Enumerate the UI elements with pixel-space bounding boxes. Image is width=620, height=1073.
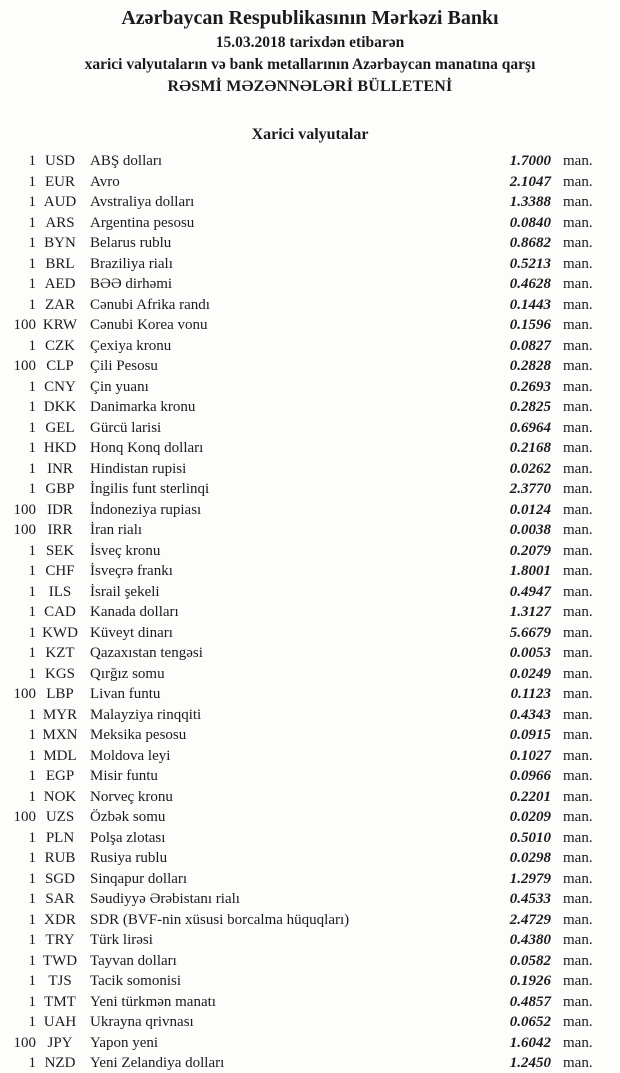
currency-quantity: 100 [13, 501, 36, 518]
currency-name: Argentina pesosu [90, 214, 195, 231]
currency-quantity: 1 [28, 891, 36, 907]
currency-row [0, 684, 598, 705]
currency-code: KZT [45, 645, 75, 661]
currency-quantity: 1 [28, 214, 36, 231]
currency-name: Avstraliya dolları [90, 194, 195, 210]
currency-rate: 0.8682 [509, 235, 551, 251]
currency-rate: 0.2201 [509, 788, 551, 805]
currency-quantity: 100 [13, 809, 36, 825]
currency-row [0, 520, 598, 541]
currency-unit: man. [563, 706, 593, 723]
currency-unit: man. [563, 194, 593, 210]
currency-code: CLP [46, 358, 74, 374]
currency-row [0, 1012, 598, 1033]
currency-code: CZK [45, 337, 75, 354]
currency-name: İngilis funt sterlinqi [90, 481, 210, 497]
currency-unit: man. [563, 809, 593, 825]
currency-quantity: 100 [13, 522, 36, 538]
currency-quantity: 1 [28, 173, 36, 190]
currency-rate: 2.1047 [509, 173, 551, 190]
scope-line: xarici valyutaların və bank metallarının Azərbaycan manatına qarşı [84, 56, 536, 73]
currency-rate: 0.1596 [509, 317, 551, 333]
currency-row [0, 705, 598, 726]
currency-name: Türk lirəsi [90, 932, 153, 948]
currency-quantity: 1 [28, 932, 36, 948]
currency-quantity: 1 [28, 624, 36, 641]
currency-unit: man. [563, 317, 593, 333]
currency-unit: man. [563, 337, 593, 354]
currency-quantity: 1 [28, 153, 36, 169]
bulletin-title: RƏSMİ MƏZƏNNƏLƏRİ BÜLLETENİ [167, 78, 453, 95]
currency-code: EGP [45, 768, 75, 784]
currency-row [0, 787, 598, 808]
currency-rate: 0.0209 [509, 809, 551, 825]
currency-quantity: 1 [28, 911, 36, 928]
currency-quantity: 1 [28, 829, 36, 846]
currency-row [0, 602, 598, 623]
currency-name: Misir funtu [90, 768, 158, 784]
currency-quantity: 1 [28, 255, 36, 272]
currency-quantity: 1 [28, 542, 36, 559]
currency-name: Çexiya kronu [90, 337, 172, 354]
currency-unit: man. [563, 604, 593, 620]
currency-code: CAD [44, 604, 76, 620]
currency-row [0, 233, 598, 254]
currency-unit: man. [563, 1014, 593, 1030]
currency-code: RUB [44, 850, 76, 866]
currency-code: MDL [43, 747, 77, 764]
currency-code: AUD [43, 194, 77, 210]
currency-rate: 0.0915 [509, 727, 551, 743]
currency-row [0, 582, 598, 603]
currency-code: SGD [44, 870, 75, 887]
currency-unit: man. [563, 1034, 593, 1051]
currency-code: ILS [48, 583, 72, 600]
currency-quantity: 1 [28, 645, 36, 661]
currency-row [0, 438, 598, 459]
currency-row [0, 192, 598, 213]
currency-row [0, 418, 598, 439]
currency-name: Danimarka kronu [90, 399, 196, 415]
currency-unit: man. [563, 399, 593, 415]
bulletin-header [0, 0, 620, 98]
currency-name: İsveçrə frankı [90, 563, 173, 579]
currency-rate: 1.2979 [509, 870, 551, 887]
currency-row [0, 397, 598, 418]
currency-unit: man. [563, 829, 593, 846]
currency-row [0, 274, 598, 295]
currency-rate: 1.3388 [509, 194, 551, 210]
currency-unit: man. [563, 686, 593, 702]
currency-name: Belarus rublu [90, 235, 172, 251]
currency-quantity: 1 [28, 481, 36, 497]
currency-code: CHF [45, 563, 75, 579]
currency-row [0, 500, 598, 521]
currency-row [0, 377, 598, 398]
currency-row [0, 910, 598, 931]
currency-row [0, 254, 598, 275]
currency-row [0, 336, 598, 357]
currency-quantity: 1 [28, 1055, 36, 1071]
currency-code: SAR [45, 891, 75, 907]
currency-rate: 0.1926 [509, 973, 551, 989]
currency-rate: 1.6042 [509, 1034, 551, 1051]
currency-unit: man. [563, 522, 593, 538]
currency-name: Norveç kronu [90, 788, 173, 805]
currency-unit: man. [563, 788, 593, 805]
currency-quantity: 1 [28, 747, 36, 764]
currency-row [0, 1033, 598, 1054]
currency-name: Yeni türkmən manatı [90, 993, 216, 1010]
currency-unit: man. [563, 358, 593, 374]
currency-quantity: 1 [28, 870, 36, 887]
currency-quantity: 1 [28, 850, 36, 866]
currency-unit: man. [563, 624, 593, 641]
currency-name: Meksika pesosu [90, 727, 187, 743]
currency-quantity: 1 [28, 727, 36, 743]
currency-unit: man. [563, 727, 593, 743]
currency-name: Küveyt dinarı [90, 624, 173, 641]
currency-rate: 1.8001 [509, 563, 551, 579]
currency-unit: man. [563, 419, 593, 436]
currency-quantity: 1 [28, 419, 36, 436]
currency-rate: 0.2168 [509, 440, 551, 456]
currency-name: Rusiya rublu [90, 850, 168, 866]
currency-rate: 0.0652 [509, 1014, 551, 1030]
currency-name: Yeni Zelandiya dolları [90, 1055, 225, 1071]
currency-name: SDR (BVF-nin xüsusi borcalma hüquqları) [90, 911, 350, 928]
currency-code: KWD [42, 624, 78, 641]
currency-name: ABŞ dolları [90, 153, 163, 169]
currency-row [0, 643, 598, 664]
currency-row [0, 930, 598, 951]
currency-rate: 0.0249 [509, 665, 551, 682]
bank-title: Azərbaycan Respublikasının Mərkəzi Bankı [121, 7, 499, 29]
currency-quantity: 100 [13, 686, 36, 702]
currency-rate: 0.0827 [509, 337, 551, 354]
currency-row [0, 315, 598, 336]
currency-rate: 0.0840 [509, 214, 551, 231]
currency-rate: 1.2450 [509, 1055, 551, 1071]
currency-row [0, 459, 598, 480]
currency-code: IDR [47, 501, 73, 518]
currency-quantity: 1 [28, 296, 36, 313]
currency-code: INR [47, 460, 73, 477]
currency-unit: man. [563, 665, 593, 682]
currency-quantity: 1 [28, 1014, 36, 1030]
currency-quantity: 1 [28, 706, 36, 723]
currency-quantity: 1 [28, 583, 36, 600]
currency-code: USD [44, 153, 75, 169]
currency-name: Yapon yeni [90, 1034, 159, 1051]
currency-name: Polşa zlotası [90, 829, 166, 846]
currency-rate: 0.4628 [509, 276, 551, 292]
currency-name: Ukrayna qrivnası [90, 1014, 194, 1030]
currency-code: XDR [44, 911, 76, 928]
currency-name: Tayvan dolları [90, 952, 177, 969]
currency-quantity: 1 [28, 604, 36, 620]
currency-unit: man. [563, 850, 593, 866]
currency-name: Avro [90, 173, 120, 190]
currency-code: CNY [44, 378, 76, 395]
currency-code: UAH [43, 1014, 77, 1030]
section-title-foreign-currencies: Xarici valyutalar [251, 126, 369, 143]
currency-rate: 0.0124 [509, 501, 551, 518]
currency-unit: man. [563, 768, 593, 784]
currency-unit: man. [563, 1055, 593, 1071]
currency-name: Hindistan rupisi [90, 460, 187, 477]
currency-code: TWD [42, 952, 78, 969]
currency-code: PLN [45, 829, 75, 846]
currency-code: ARS [45, 214, 75, 231]
currency-name: Livan funtu [90, 686, 161, 702]
currency-name: BƏƏ dirhəmi [90, 276, 173, 292]
currency-name: Gürcü larisi [90, 419, 162, 436]
currency-rate: 0.4533 [509, 891, 551, 907]
currency-code: TJS [48, 973, 72, 989]
currency-name: Sinqapur dolları [90, 870, 188, 887]
currency-unit: man. [563, 296, 593, 313]
currency-unit: man. [563, 870, 593, 887]
currency-row [0, 848, 598, 869]
currency-name: Honq Konq dolları [90, 440, 204, 456]
currency-quantity: 1 [28, 235, 36, 251]
currency-name: İran rialı [90, 522, 143, 538]
currency-unit: man. [563, 952, 593, 969]
currency-code: UZS [45, 809, 75, 825]
currency-quantity: 1 [28, 337, 36, 354]
currency-code: BRL [45, 255, 75, 272]
currency-name: İsrail şekeli [90, 583, 160, 600]
currency-unit: man. [563, 173, 593, 190]
currency-row [0, 766, 598, 787]
currency-code: GBP [45, 481, 75, 497]
currency-code: JPY [47, 1034, 73, 1051]
currency-rate: 0.0582 [509, 952, 551, 969]
currency-quantity: 1 [28, 993, 36, 1010]
currency-name: Səudiyyə Ərəbistanı rialı [90, 891, 240, 907]
currency-rate: 0.5010 [509, 829, 551, 846]
currency-quantity: 1 [28, 194, 36, 210]
currency-code: AED [44, 276, 76, 292]
currency-quantity: 1 [28, 276, 36, 292]
currency-unit: man. [563, 440, 593, 456]
currency-quantity: 1 [28, 768, 36, 784]
currency-unit: man. [563, 583, 593, 600]
currency-row [0, 1053, 598, 1073]
currency-name: Çili Pesosu [90, 358, 158, 374]
currency-row [0, 828, 598, 849]
currency-code: NZD [44, 1055, 76, 1071]
currency-name: Braziliya rialı [90, 255, 173, 272]
currency-code: KGS [44, 665, 75, 682]
currency-row [0, 213, 598, 234]
currency-row [0, 951, 598, 972]
currency-rate: 0.4857 [509, 993, 551, 1010]
currency-unit: man. [563, 993, 593, 1010]
currency-unit: man. [563, 235, 593, 251]
currency-unit: man. [563, 563, 593, 579]
currency-unit: man. [563, 255, 593, 272]
currency-rate: 0.2828 [509, 358, 551, 374]
currency-quantity: 1 [28, 973, 36, 989]
currency-name: Çin yuanı [90, 378, 149, 395]
currency-rate: 1.7000 [509, 153, 551, 169]
currency-row [0, 295, 598, 316]
currency-name: Malayziya rinqqiti [90, 706, 202, 723]
currency-unit: man. [563, 276, 593, 292]
currency-unit: man. [563, 378, 593, 395]
currency-unit: man. [563, 973, 593, 989]
currency-row [0, 746, 598, 767]
currency-quantity: 100 [13, 358, 36, 374]
currency-code: SEK [45, 542, 75, 559]
currency-rate: 0.0038 [509, 522, 551, 538]
currency-code: KRW [42, 317, 78, 333]
currency-unit: man. [563, 542, 593, 559]
currency-name: Kanada dolları [90, 604, 179, 620]
currency-rate: 0.5213 [509, 255, 551, 272]
currency-row [0, 807, 598, 828]
currency-row [0, 971, 598, 992]
currency-unit: man. [563, 214, 593, 231]
currency-unit: man. [563, 460, 593, 477]
currency-name: Moldova leyi [90, 747, 171, 764]
currency-unit: man. [563, 501, 593, 518]
currency-quantity: 100 [13, 1034, 36, 1051]
currency-unit: man. [563, 153, 593, 169]
currency-code: HKD [43, 440, 77, 456]
currency-rate: 0.4380 [509, 932, 551, 948]
currency-rate: 0.0966 [509, 768, 551, 784]
currency-rate: 0.0053 [509, 645, 551, 661]
currency-rate: 2.3770 [509, 481, 551, 497]
currency-quantity: 1 [28, 440, 36, 456]
currency-row [0, 623, 598, 644]
currency-row [0, 172, 598, 193]
currency-code: LBP [46, 686, 74, 702]
currency-code: BYN [44, 235, 76, 251]
currency-quantity: 1 [28, 665, 36, 682]
currency-quantity: 1 [28, 460, 36, 477]
currency-code: TRY [45, 932, 75, 948]
currency-unit: man. [563, 911, 593, 928]
currency-name: Qırğız somu [90, 665, 165, 682]
currency-rate: 1.3127 [509, 604, 551, 620]
currency-code: GEL [45, 419, 75, 436]
currency-quantity: 1 [28, 378, 36, 395]
currency-code: IRR [47, 522, 73, 538]
currency-row [0, 479, 598, 500]
currency-row [0, 664, 598, 685]
currency-rate: 2.4729 [509, 911, 551, 928]
currency-unit: man. [563, 481, 593, 497]
effective-date-line: 15.03.2018 tarixdən etibarən [215, 34, 405, 51]
rates-table [0, 151, 620, 1073]
currency-row [0, 725, 598, 746]
currency-rate: 0.1123 [510, 686, 551, 702]
currency-row [0, 561, 598, 582]
currency-name: Tacik somonisi [90, 973, 182, 989]
currency-code: MYR [42, 706, 78, 723]
currency-rate: 0.0298 [509, 850, 551, 866]
currency-quantity: 1 [28, 788, 36, 805]
currency-row [0, 889, 598, 910]
currency-name: İndoneziya rupiası [90, 501, 202, 518]
currency-code: NOK [43, 788, 77, 805]
currency-rate: 0.6964 [509, 419, 551, 436]
currency-name: Cənubi Korea vonu [90, 317, 208, 333]
currency-code: EUR [45, 173, 75, 190]
currency-rate: 0.2693 [509, 378, 551, 395]
currency-unit: man. [563, 747, 593, 764]
currency-unit: man. [563, 932, 593, 948]
currency-rate: 0.1027 [509, 747, 551, 764]
currency-code: MXN [42, 727, 78, 743]
currency-quantity: 1 [28, 563, 36, 579]
currency-row [0, 541, 598, 562]
currency-name: Özbək somu [90, 809, 166, 825]
currency-name: Qazaxıstan tengəsi [90, 645, 203, 661]
currency-code: TMT [44, 993, 76, 1010]
currency-rate: 0.4343 [509, 706, 551, 723]
currency-row [0, 151, 598, 172]
currency-unit: man. [563, 645, 593, 661]
currency-row [0, 869, 598, 890]
currency-rate: 5.6679 [509, 624, 551, 641]
currency-code: DKK [43, 399, 77, 415]
currency-name: Cənubi Afrika randı [90, 296, 210, 313]
currency-rate: 0.0262 [509, 460, 551, 477]
currency-rate: 0.2079 [509, 542, 551, 559]
currency-name: İsveç kronu [90, 542, 161, 559]
currency-quantity: 100 [13, 317, 36, 333]
currency-quantity: 1 [28, 952, 36, 969]
currency-row [0, 992, 598, 1013]
currency-rate: 0.4947 [509, 583, 551, 600]
currency-quantity: 1 [28, 399, 36, 415]
currency-code: ZAR [45, 296, 75, 313]
currency-unit: man. [563, 891, 593, 907]
currency-row [0, 356, 598, 377]
currency-rate: 0.1443 [509, 296, 551, 313]
currency-rate: 0.2825 [509, 399, 551, 415]
